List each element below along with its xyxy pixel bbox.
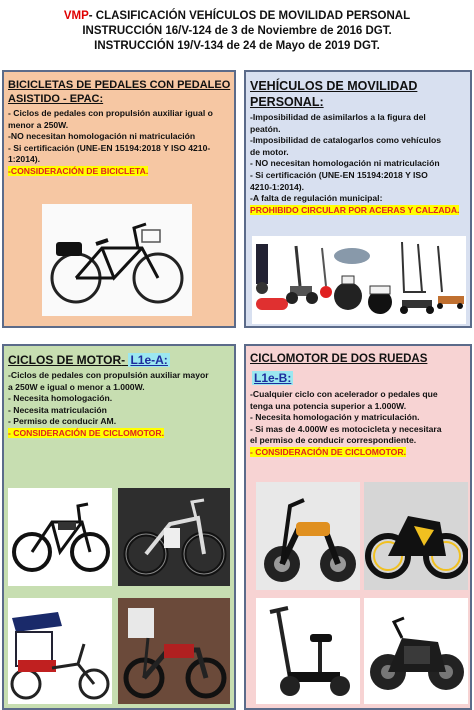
- ciclos-line: - Necesita matriculación: [8, 404, 107, 415]
- ciclos-line: -Ciclos de pedales con propulsión auxiliar mayor: [8, 370, 209, 380]
- vmp-label: VMP: [63, 10, 89, 22]
- header-line-2: INSTRUCCIÓN 16/V-124 de 3 de Noviembre de 2016 DGT.: [82, 25, 392, 37]
- ciclomotor-line: el permiso de conducir correspondiente.: [250, 435, 417, 446]
- ciclomotor-panel: [244, 344, 472, 710]
- ciclos-highlight: - CONSIDERACIÓN DE CICLOMOTOR.: [8, 427, 164, 438]
- epac-panel: [2, 70, 236, 328]
- vmp-line: - Si certificación (UNE-EN 15194:2018 Y ISO: [250, 169, 428, 180]
- epac-highlight: -CONSIDERACIÓN DE BICICLETA.: [8, 165, 149, 176]
- epac-line: -NO necesitan homologación ni matriculación: [8, 131, 196, 142]
- electric-moto-bike-image: [364, 482, 468, 590]
- electric-scooter-seat-image: [256, 598, 360, 704]
- ciclomotor-line: - Necesita homologación y matriculación.: [250, 412, 420, 423]
- vmp-highlight: PROHIBIDO CIRCULAR POR ACERAS Y CALZADA.: [250, 204, 460, 215]
- epac-line: 1:2014).: [8, 154, 41, 165]
- electric-moped-bike-image: [118, 598, 230, 704]
- ciclos-category: L1e-A:: [130, 353, 168, 367]
- epac-title: BICICLETAS DE PEDALES CON PEDALEO ASISTIDO - EPAC:: [8, 79, 231, 105]
- ciclos-line: - Permiso de conducir AM.: [8, 416, 117, 427]
- personal-mobility-vehicles-image: [252, 236, 466, 324]
- ciclomotor-line: tenga una potencia superior a 1.000W.: [250, 400, 407, 411]
- ciclomotor-highlight: - CONSIDERACIÓN DE CICLOMOTOR.: [250, 446, 406, 457]
- citycoco-scooter-image: [256, 482, 360, 590]
- vmp-panel: [244, 70, 472, 328]
- page-header: [0, 0, 474, 66]
- epac-line: menor a 250W.: [8, 119, 69, 130]
- ciclos-title: CICLOS DE MOTOR- L1e-A:: [8, 353, 168, 367]
- header-line-3: INSTRUCCIÓN 19/V-134 de 24 de Mayo de 2019 DGT.: [94, 40, 380, 52]
- ciclomotor-category: L1e-B:: [254, 371, 292, 385]
- electric-mountain-bike-image: [8, 488, 112, 586]
- vmp-line: de motor.: [250, 146, 289, 157]
- electric-bicycle-image: [42, 204, 192, 316]
- vmp-line: -Imposibilidad de asimilarlos a la figura del: [250, 112, 426, 122]
- vmp-line: -Imposibilidad de catalogarlos como vehículos: [250, 135, 442, 146]
- epac-line: - Si certificación (UNE-EN 15194:2018 Y ISO 4210-: [8, 142, 211, 153]
- vmp-line: peatón.: [250, 123, 281, 134]
- header-line-1: VMP- CLASIFICACIÓN VEHÍCULOS DE MOVILIDAD PERSONAL: [63, 10, 411, 22]
- vmp-title: VEHÍCULOS DE MOVILIDAD PERSONAL:: [250, 79, 418, 109]
- cargo-trike-image: [8, 598, 112, 704]
- epac-line: - Ciclos de pedales con propulsión auxiliar igual o: [8, 108, 213, 118]
- ciclomotor-title: CICLOMOTOR DE DOS RUEDAS: [250, 353, 428, 365]
- ciclos-line: - Necesita homologación.: [8, 393, 113, 404]
- ciclomotor-line: -Cualquier ciclo con acelerador o pedales que: [250, 389, 438, 399]
- electric-bmx-bike-image: [118, 488, 230, 586]
- ciclos-line: a 250W e igual o menor a 1.000W.: [8, 381, 145, 392]
- ciclomotor-line: - Si mas de 4.000W es motocicleta y necesitara: [250, 423, 442, 434]
- vmp-line: - NO necesitan homologación ni matriculación: [250, 158, 440, 169]
- electric-motorcycle-image: [364, 598, 468, 704]
- vmp-line: 4210-1:2014).: [250, 181, 304, 192]
- vmp-line: -A falta de regulación municipal:: [250, 193, 383, 204]
- ciclos-panel: [2, 344, 236, 710]
